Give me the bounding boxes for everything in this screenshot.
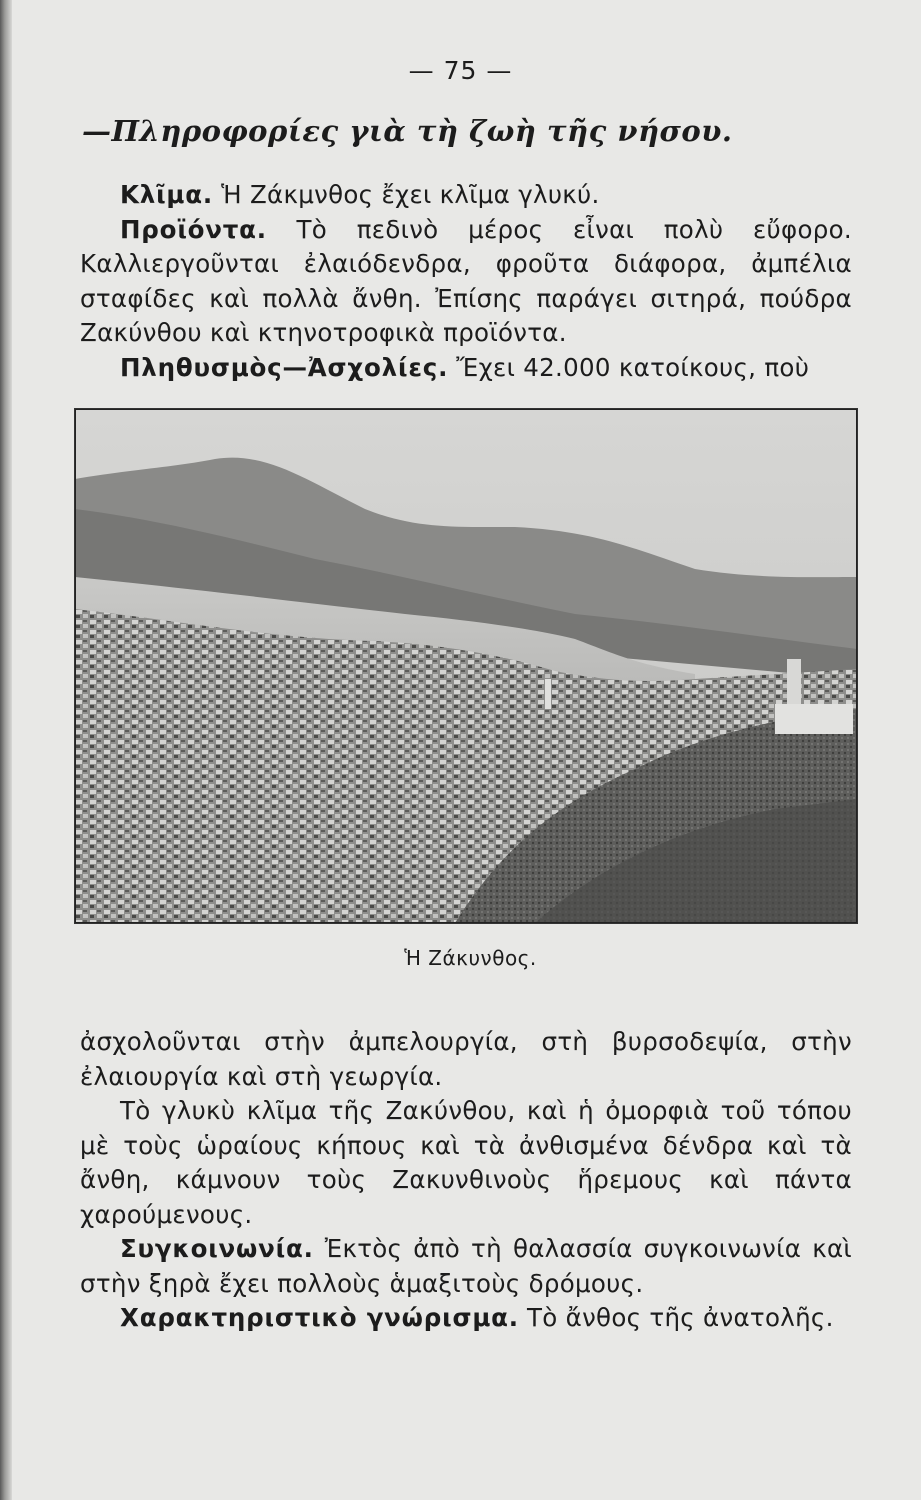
paragraph-text: Ἡ Ζάκμνθος ἔχει κλῖμα γλυκύ. <box>213 180 600 209</box>
paragraph-climate <box>80 178 852 213</box>
paragraph-text: Τὸ ἄνθος τῆς ἀνατολῆς. <box>518 1303 834 1332</box>
paragraph-characteristic <box>80 1301 852 1336</box>
paragraph-occupations <box>80 1025 852 1094</box>
bottom-text-block <box>80 1025 852 1336</box>
paragraph-climate-beauty <box>80 1094 852 1232</box>
top-text-block <box>80 178 852 385</box>
paragraph-label: Πληθυσμὸς—Ἀσχολίες. <box>120 352 449 382</box>
paragraph-population <box>80 351 852 386</box>
page-number: — 75 — <box>408 56 513 85</box>
paragraph-transport <box>80 1232 852 1301</box>
zakynthos-photo <box>74 408 858 924</box>
paragraph-text: Τὸ γλυκὺ κλῖμα τῆς Ζακύνθου, καὶ ἡ ὀμορφιὰ τοῦ τόπου μὲ τοὺς ὡραίους κήπους καὶ τὰ ἀνθισμένα δένδρα καὶ τὰ ἄνθη, κάμνουν τοὺς Ζακυνθινοὺς ἥρεμους καὶ πάντα χαρούμενους. <box>80 1096 852 1229</box>
paragraph-text: ἀσχολοῦνται στὴν ἀμπελουργία, στὴ βυρσοδεψία, στὴν ἐλαιουργία καὶ στὴ γεωργία. <box>80 1027 852 1091</box>
paragraph-text: Ἐκτὸς ἀπὸ τὴ θαλασσία συγκοινωνία καὶ στὴν ξηρὰ ἔχει πολλοὺς ἁμαξιτοὺς δρόμους. <box>80 1234 852 1298</box>
paragraph-text: Τὸ πεδινὸ μέρος εἶναι πολὺ εὔφορο. Καλλιεργοῦνται ἐλαιόδενδρα, φροῦτα διάφορα, ἀμπέλια σταφίδες καὶ πολλὰ ἄνθη. Ἐπίσης παράγει σιτηρά, πούδρα Ζακύνθου καὶ κτηνοτροφικὰ προϊόντα. <box>80 214 852 347</box>
paragraph-label: Συγκοινωνία. <box>120 1234 314 1263</box>
photo-caption: Ἡ Ζάκυνθος. <box>404 946 537 970</box>
paragraph-products <box>80 213 852 351</box>
section-title: —Πληροφορίες γιὰ τὴ ζωὴ τῆς νήσου. <box>82 114 733 148</box>
paragraph-label: Χαρακτηριστικὸ γνώρισμα. <box>120 1303 519 1332</box>
paragraph-label: Προϊόντα. <box>120 214 267 244</box>
page-binding-edge <box>0 0 12 1500</box>
paragraph-label: Κλῖμα. <box>120 180 214 209</box>
paragraph-text: Ἔχει 42.000 κατοίκους, ποὺ <box>448 352 810 382</box>
